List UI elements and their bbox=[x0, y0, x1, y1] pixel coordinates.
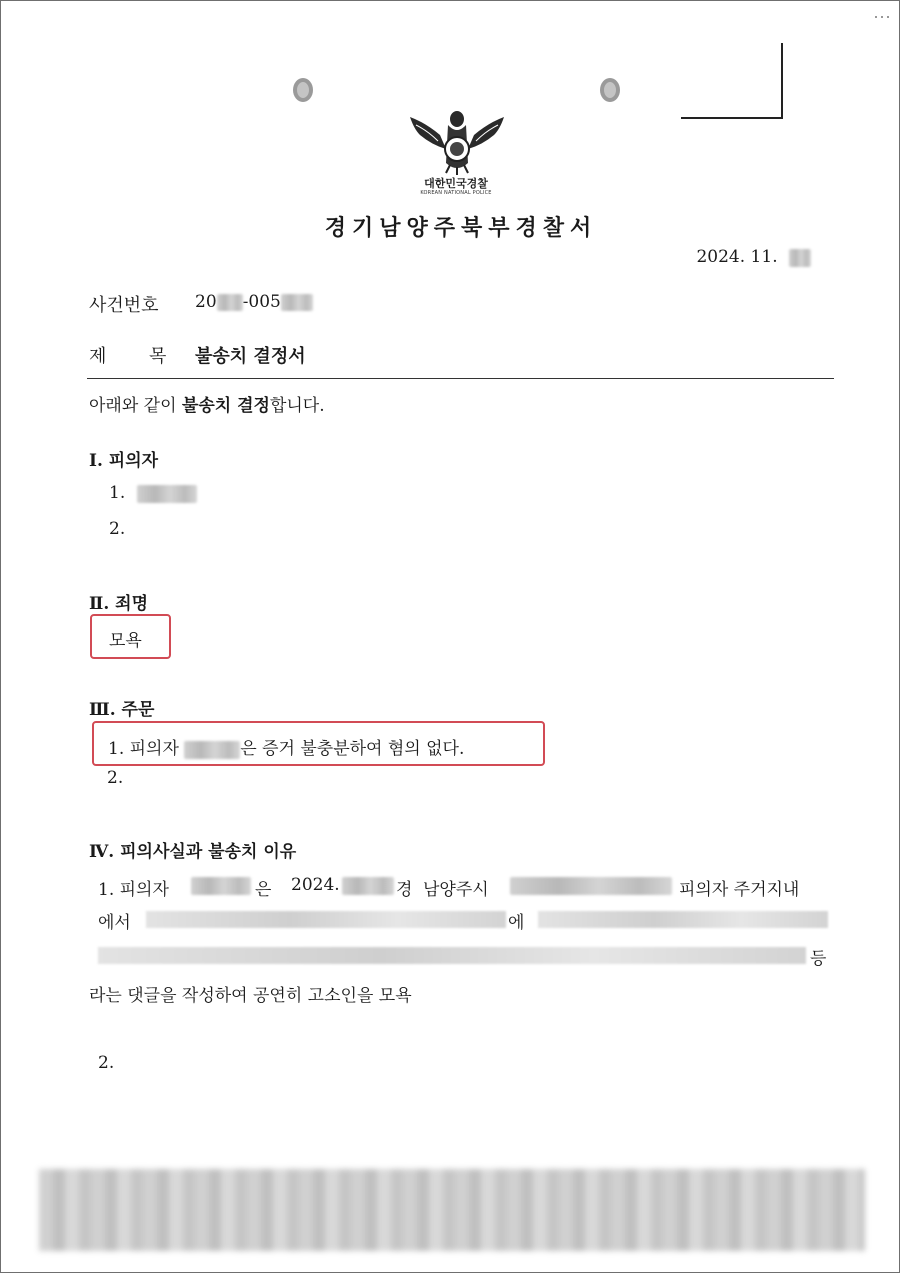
charge-highlight-box bbox=[90, 614, 171, 659]
suspect-item-2: 2. bbox=[109, 519, 126, 539]
case-number-prefix: 20 bbox=[195, 292, 217, 312]
emblem-name: 대한민국경찰 bbox=[424, 177, 488, 190]
disposition-item-1-prefix: 1. 피의자 bbox=[108, 739, 179, 759]
redacted-date bbox=[342, 877, 394, 895]
facts-line-4: 라는 댓글을 작성하여 공연히 고소인을 모욕 bbox=[89, 986, 412, 1006]
facts-line-1-year: 2024. bbox=[291, 875, 340, 895]
facts-item-2: 2. bbox=[98, 1053, 115, 1073]
redacted-text-2 bbox=[538, 911, 828, 928]
crop-mark-horizontal bbox=[681, 117, 783, 119]
redacted-case-serial bbox=[281, 294, 313, 311]
punch-hole-left bbox=[292, 77, 314, 103]
redacted-case-year bbox=[217, 294, 243, 311]
case-number bbox=[195, 292, 313, 312]
redacted-address bbox=[510, 877, 672, 895]
scan-speckle bbox=[873, 5, 893, 11]
case-number-mid: -005 bbox=[242, 292, 281, 312]
facts-line-2-prefix: 에서 bbox=[98, 913, 131, 933]
facts-line-3-end: 등 bbox=[810, 949, 827, 969]
redacted-comment-text bbox=[98, 947, 806, 964]
subject-value: 불송치 결정서 bbox=[195, 346, 306, 367]
police-emblem-icon bbox=[406, 105, 508, 175]
intro-text-1: 아래와 같이 bbox=[89, 396, 182, 416]
facts-line-3 bbox=[98, 944, 834, 968]
redacted-suspect-name bbox=[137, 485, 197, 503]
punch-hole-right bbox=[599, 77, 621, 103]
facts-line-1-prefix: 1. 피의자 bbox=[98, 880, 169, 900]
facts-line-1-city: 남양주시 bbox=[423, 880, 489, 900]
subject-label-second: 목 bbox=[149, 346, 167, 367]
case-number-label: 사건번호 bbox=[89, 295, 159, 316]
disposition-item-1-text: 은 증거 불충분하여 혐의 없다. bbox=[240, 739, 465, 759]
redacted-footer bbox=[39, 1169, 865, 1251]
emblem-subtitle: KOREAN NATIONAL POLICE bbox=[420, 190, 492, 196]
charge-text: 모욕 bbox=[109, 631, 142, 651]
redacted-name-3 bbox=[191, 877, 251, 895]
facts-line-1-particle: 은 bbox=[255, 880, 272, 900]
section-disposition-heading: Ⅲ. 주문 bbox=[89, 700, 155, 720]
disposition-highlight-box bbox=[92, 721, 545, 766]
facts-line-2 bbox=[98, 908, 834, 932]
facts-line-1-time: 경 bbox=[396, 880, 413, 900]
crop-mark-vertical bbox=[781, 43, 783, 119]
redacted-day bbox=[789, 249, 811, 267]
section-charge-heading: Ⅱ. 죄명 bbox=[89, 594, 149, 614]
section-facts-heading: Ⅳ. 피의사실과 불송치 이유 bbox=[89, 842, 297, 862]
intro-text-bold: 불송치 결정 bbox=[181, 396, 270, 416]
date-text: 2024. 11. bbox=[696, 247, 778, 267]
disposition-item-2: 2. bbox=[107, 768, 124, 788]
disposition-item-1 bbox=[108, 734, 464, 759]
suspect-item-1 bbox=[109, 483, 197, 503]
section-suspect-heading: Ⅰ. 피의자 bbox=[89, 451, 159, 471]
divider-rule bbox=[87, 378, 834, 379]
intro-sentence bbox=[89, 391, 325, 416]
redacted-text-1 bbox=[146, 911, 506, 928]
suspect-item-1-number: 1. bbox=[109, 483, 126, 503]
facts-line-1-end: 피의자 주거지내 bbox=[679, 880, 800, 900]
redacted-suspect-name-2 bbox=[184, 741, 240, 759]
document-date bbox=[641, 247, 811, 267]
facts-line-1 bbox=[98, 875, 834, 899]
office-title: 경기남양주북부경찰서 bbox=[324, 215, 598, 241]
subject-label-first: 제 bbox=[89, 346, 107, 367]
intro-text-2: 합니다. bbox=[269, 396, 325, 416]
facts-line-2-particle: 에 bbox=[508, 913, 525, 933]
